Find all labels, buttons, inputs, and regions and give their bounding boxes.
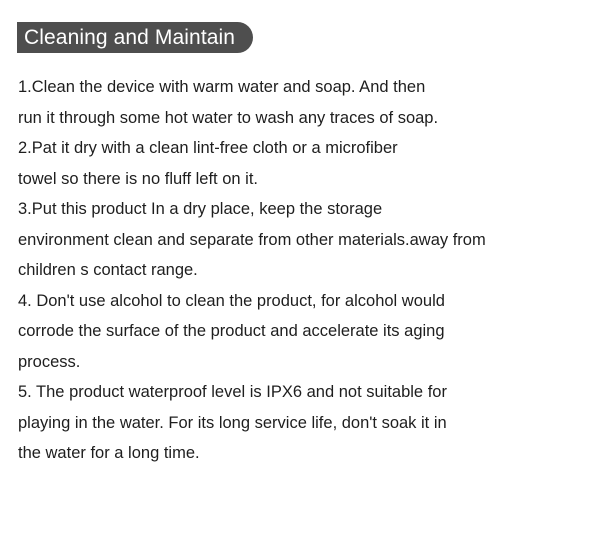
- text-line: playing in the water. For its long service life, don't soak it in: [18, 413, 447, 432]
- text-line: process.: [18, 352, 81, 371]
- instructions-text: [18, 72, 583, 469]
- text-line: the water for a long time.: [18, 444, 200, 462]
- section-title-tag: Cleaning and Maintain: [17, 22, 253, 53]
- text-line: 4. Don't use alcohol to clean the product, for alcohol would: [18, 291, 445, 310]
- text-line: 2.Pat it dry with a clean lint-free cloth or a microfiber: [18, 139, 398, 157]
- text-line: corrode the surface of the product and accelerate its aging: [18, 322, 445, 340]
- text-line: 1.Clean the device with warm water and soap. And then: [18, 78, 426, 96]
- text-line: children s contact range.: [18, 261, 198, 279]
- text-line: run it through some hot water to wash any traces of soap.: [18, 108, 439, 127]
- text-line: 5. The product waterproof level is IPX6 and not suitable for: [18, 383, 447, 401]
- text-line: environment clean and separate from other materials.away from: [18, 230, 486, 249]
- text-line: towel so there is no fluff left on it.: [18, 169, 258, 188]
- text-line: 3.Put this product In a dry place, keep the storage: [18, 200, 383, 218]
